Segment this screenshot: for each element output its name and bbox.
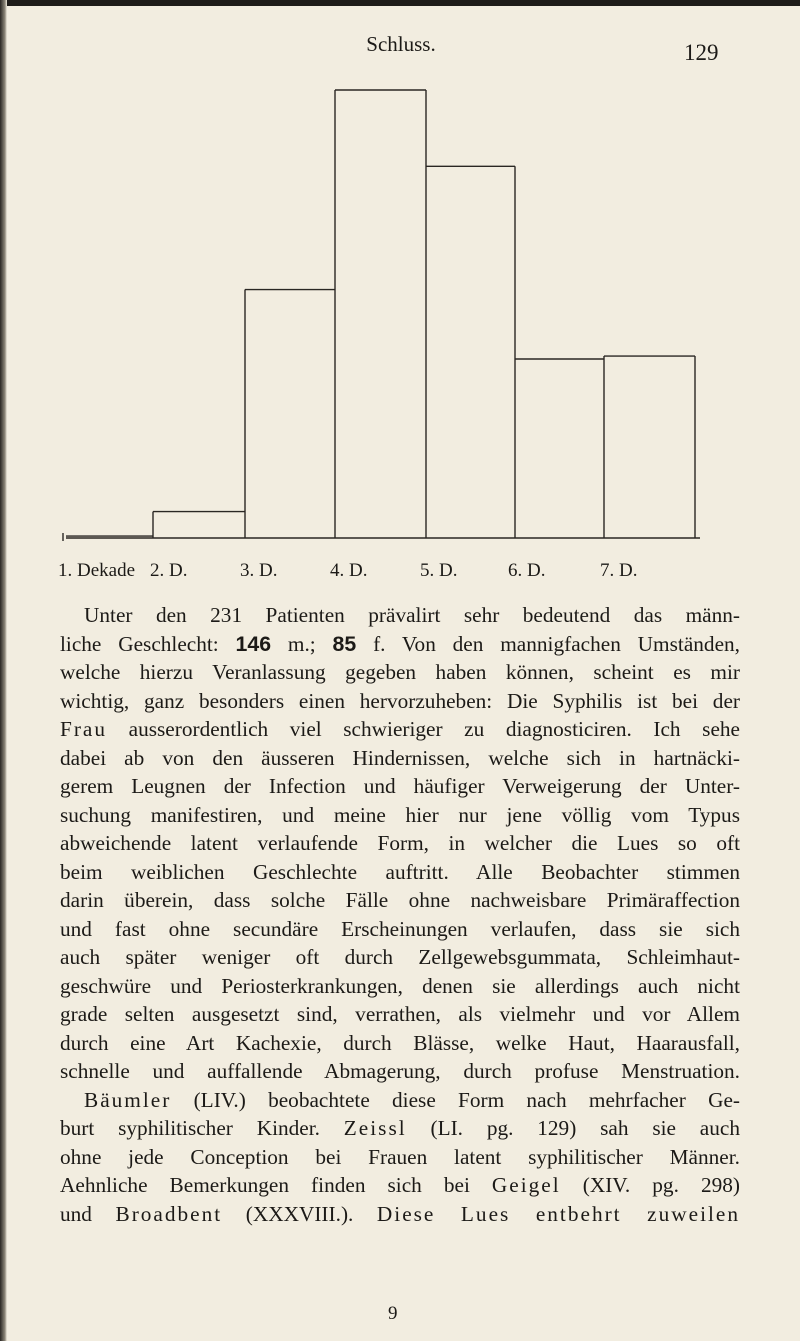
page-number: 129 [684,40,719,65]
running-header: Schluss. [366,32,436,56]
text-line: Bäumler (LIV.) beobachtete diese Form nach mehrfacher Ge- [84,1087,740,1112]
text-line: abweichende latent verlaufende Form, in welcher die Lues so oft [60,831,740,855]
text-line: und Broadbent (XXXVIII.). Diese Lues entbehrt zuweilen [60,1201,740,1226]
text-line: burt syphilitischer Kinder. Zeissl (LI. pg. 129) sah sie auch [60,1116,740,1140]
text-line: ohne jede Conception bei Frauen latent syphilitischer Männer. [60,1144,740,1169]
age-decade-histogram [0,0,800,600]
x-tick-label: 2. D. [150,560,188,581]
text-line: welche hierzu Veranlassung gegeben haben können, scheint es mir [60,660,740,684]
text-line: schnelle und auffallende Abmagerung, durch profuse Menstruation. [60,1059,740,1083]
spaced-emphasis: Frau [60,717,108,741]
x-tick-label: 1. Dekade [58,560,136,581]
text-line: wichtig, ganz besonders einen hervorzuheben: Die Syphilis ist bei der [60,688,740,713]
x-tick-label: 4. D. [330,560,368,581]
text-line: grade selten ausgesetzt sind, verrathen, als vielmehr und vor Allem [60,1002,740,1026]
text-line: Frau ausserordentlich viel schwieriger zu diagnosticiren. Ich sehe [60,717,740,741]
spaced-emphasis: Geigel [491,1173,561,1197]
spaced-emphasis: Bäumler [84,1087,172,1112]
bold-number: 146 [235,631,272,656]
bold-number: 85 [332,631,357,656]
text-line: dabei ab von den äusseren Hindernissen, welche sich in hartnäcki- [60,745,740,770]
spaced-emphasis: Broadbent [115,1201,223,1226]
text-line: und fast ohne secundäre Erscheinungen verlaufen, dass sie sich [60,916,740,941]
text-line: auch später weniger oft durch Zellgewebsgummata, Schleimhaut- [60,945,740,969]
spaced-emphasis: Zeissl [343,1116,407,1140]
body-text [60,601,740,1228]
text-line: geschwüre und Periosterkrankungen, denen sie allerdings auch nicht [60,973,740,998]
text-line: gerem Leugnen der Infection und häufiger Verweigerung der Unter- [60,774,740,798]
text-line: darin überein, dass solche Fälle ohne nachweisbare Primäraffection [60,888,740,912]
text-line: Unter den 231 Patienten prävalirt sehr bedeutend das männ- [84,603,740,627]
text-line: suchung manifestiren, und meine hier nur jene völlig vom Typus [60,802,740,827]
text-line: beim weiblichen Geschlechte auftritt. Alle Beobachter stimmen [60,859,740,884]
x-tick-label: 5. D. [420,560,458,581]
text-line: durch eine Art Kachexie, durch Blässe, welke Haut, Haarausfall, [60,1030,740,1055]
spaced-emphasis: Diese Lues entbehrt zuweilen [376,1201,740,1226]
signature-mark: 9 [388,1303,398,1324]
x-tick-label: 6. D. [508,560,546,581]
x-tick-label: 7. D. [600,560,638,581]
x-tick-label: 3. D. [240,560,278,581]
text-line: liche Geschlecht: 146 m.; 85 f. Von den mannigfachen Umständen, [60,631,740,656]
text-line: Aehnliche Bemerkungen finden sich bei Geigel (XIV. pg. 298) [60,1173,740,1197]
